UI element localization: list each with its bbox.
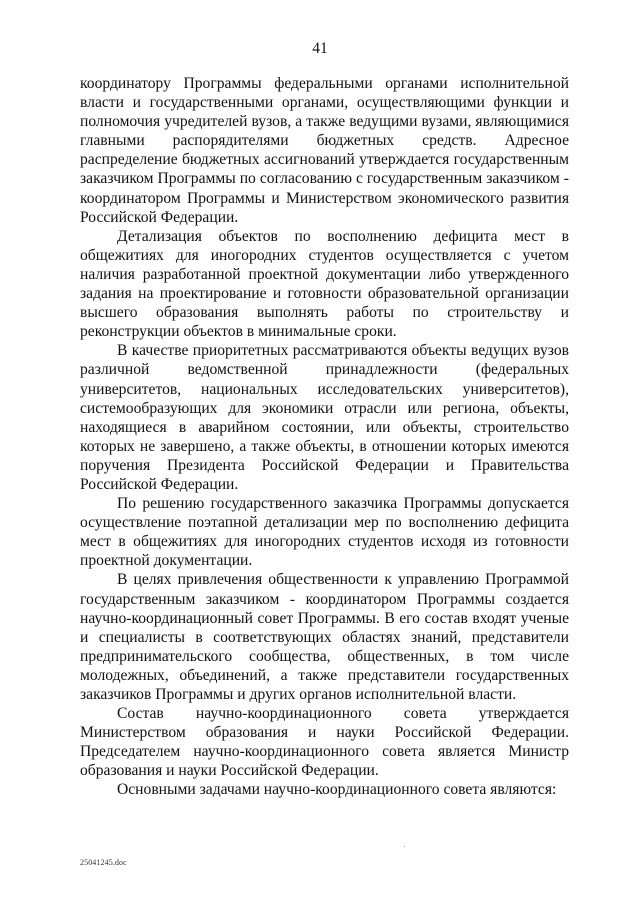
paragraph-5: В целях привлечения общественности к управлению Программой государственным заказчиком - координатором Программы создается научно-координационный совет Программы. В его состав входят ученые и специалисты в соответствующих областях знаний, представители предпринимательского сообщества, общественных, в том числе молодежных, объединений, а также представители государственных заказчиков Программы и других органов исполнительной власти. — [80, 571, 569, 703]
paragraph-3: В качестве приоритетных рассматриваются объекты ведущих вузов различной ведомственной принадлежности (федеральных университетов, национальных исследовательских университетов), системообразующих для экономики отрасли или региона, объекты, находящиеся в аварийном состоянии, или объекты, строительство которых не завершено, а также объекты, в отношении которых имеются поручения Президента Российской Федерации и Правительства Российской Федерации. — [80, 342, 569, 493]
page-number: 41 — [312, 40, 328, 57]
paragraph-1: координатору Программы федеральными органами исполнительной власти и государственными органами, осуществляющими функции и полномочия учредителей вузов, а также ведущими вузами, являющимися главными распорядителями бюджетных средств. Адресное распределение бюджетных ассигнований утверждается государственным заказчиком Программы по согласованию с государственным заказчиком - координатором Программы и Министерством экономического развития Российской Федерации. — [80, 75, 569, 226]
footer-filename: 25041245.doc — [80, 858, 127, 867]
paragraph-4: По решению государственного заказчика Программы допускается осуществление поэтапной детализации мер по восполнению дефицита мест в общежитиях для иногородних студентов исходя из готовности проектной документации. — [80, 495, 569, 570]
paragraph-7: Основными задачами научно-координационного совета являются: — [117, 781, 557, 799]
paragraph-2: Детализация объектов по восполнению дефицита мест в общежитиях для иногородних студентов осуществляется с учетом наличия разработанной проектной документации либо утвержденного задания на проектирование и готовности образовательной организации высшего образования выполнять работы по строительству и реконструкции объектов в минимальные сроки. — [80, 227, 569, 341]
document-body — [80, 74, 569, 800]
paragraph-6: Состав научно-координационного совета утверждается Министерством образования и науки Российской Федерации. Председателем научно-координационного совета является Министр образования и науки Российской Федерации. — [80, 705, 569, 780]
scan-speck — [404, 846, 405, 847]
